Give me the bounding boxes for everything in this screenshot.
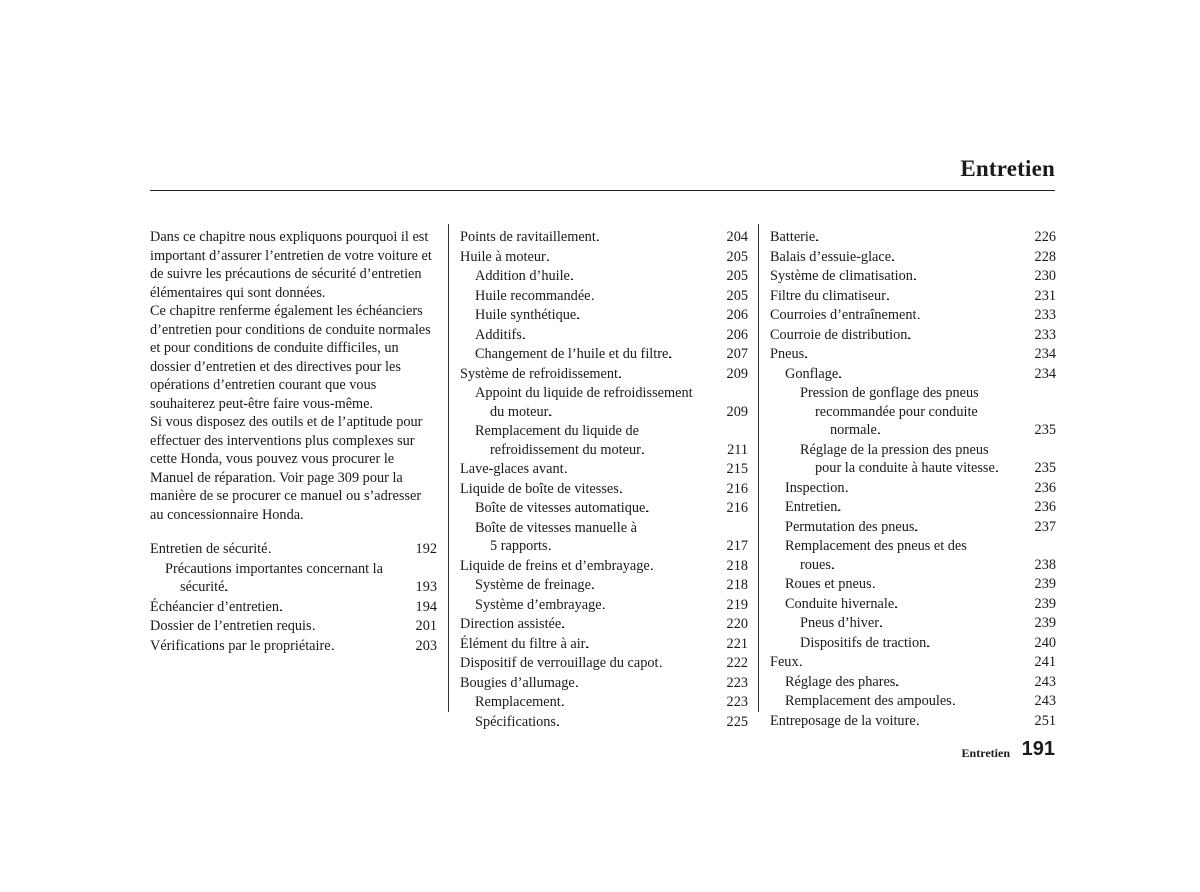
dot-leader xyxy=(571,267,726,287)
index-entry-label: Réglage des phares xyxy=(785,673,896,690)
index-entry-label: 5 rapports xyxy=(490,538,548,554)
dot-leader xyxy=(577,306,725,326)
intro-text xyxy=(150,228,437,524)
index-entry-label: Entreposage de la voiture xyxy=(770,712,916,729)
index-entry xyxy=(770,692,1056,712)
index-entry xyxy=(770,575,1056,595)
index-entry-page: 203 xyxy=(415,637,437,654)
index-entry-label: Entretien xyxy=(785,499,838,515)
dot-leader xyxy=(878,421,1034,441)
index-list-col1 xyxy=(150,540,437,656)
dot-leader xyxy=(562,693,726,713)
dot-leader xyxy=(576,674,726,694)
index-entry-label: Remplacement des ampoules xyxy=(785,693,952,709)
index-entry xyxy=(460,403,748,423)
dot-leader xyxy=(669,345,725,365)
index-list-col3 xyxy=(770,228,1056,731)
index-entry-page: 234 xyxy=(1034,365,1056,382)
dot-leader xyxy=(832,556,1034,576)
dot-leader xyxy=(562,615,725,635)
index-entry-page: 223 xyxy=(726,674,748,691)
index-entry-page: 218 xyxy=(726,577,748,593)
index-entry-page: 243 xyxy=(1034,673,1056,690)
dot-leader xyxy=(619,365,726,385)
index-entry-page: 215 xyxy=(726,461,748,477)
index-entry-label: Liquide de freins et d’embrayage xyxy=(460,557,650,574)
column-divider xyxy=(448,224,449,712)
dot-leader xyxy=(332,637,415,657)
index-entry-page: 231 xyxy=(1034,287,1056,304)
index-entry-page: 241 xyxy=(1034,654,1056,670)
index-entry xyxy=(460,441,748,461)
index-entry xyxy=(150,560,437,579)
dot-leader xyxy=(838,498,1033,518)
index-entry-page: 233 xyxy=(1034,307,1056,323)
index-entry xyxy=(770,673,1056,693)
index-entry-label: Vérifications par le propriétaire xyxy=(150,637,331,654)
index-entry-page: 205 xyxy=(726,268,748,284)
index-entry-page: 239 xyxy=(1034,595,1056,612)
index-entry-page: 204 xyxy=(726,229,748,245)
index-entry-label: Courroies d’entraînement xyxy=(770,307,917,323)
index-entry-label: Balais d’essuie-glace xyxy=(770,248,892,265)
index-entry-page: 237 xyxy=(1034,518,1056,535)
page-title: Entretien xyxy=(960,156,1055,181)
index-entry-page: 218 xyxy=(726,557,748,574)
index-entry xyxy=(770,345,1056,365)
dot-leader xyxy=(895,595,1033,615)
index-entry-label: normale xyxy=(830,422,877,438)
index-entry xyxy=(460,345,748,365)
index-entry xyxy=(770,441,1056,460)
index-entry-page: 220 xyxy=(726,616,748,632)
intro-paragraph: Si vous disposez des outils et de l’aptitude pour effectuer des interventions plus complexes sur cette Honda, vous pouvez vous procurer le Manuel de réparation. Voir page 309 pour la manière de se procurer ce manuel ou s’adresser au concessionnaire Honda. xyxy=(150,414,423,523)
dot-leader xyxy=(892,248,1033,268)
index-entry-page: 192 xyxy=(415,541,437,557)
dot-leader xyxy=(597,228,726,248)
index-entry xyxy=(460,248,748,268)
dot-leader xyxy=(549,537,726,557)
index-entry-label: Points de ravitaillement xyxy=(460,229,596,245)
index-entry-page: 238 xyxy=(1034,556,1056,573)
index-entry-label: Pneus d’hiver xyxy=(800,615,880,631)
index-entry-label: Feux xyxy=(770,654,799,670)
index-entry xyxy=(770,287,1056,307)
index-entry xyxy=(150,637,437,657)
index-entry-page: 239 xyxy=(1034,615,1056,631)
index-entry-label: Permutation des pneus xyxy=(785,518,915,535)
index-entry-label: Batterie xyxy=(770,229,816,245)
title-rule xyxy=(150,190,1055,191)
dot-leader xyxy=(887,287,1034,307)
index-entry xyxy=(770,653,1056,673)
index-entry xyxy=(460,537,748,557)
index-entry-label: Précautions importantes concernant la xyxy=(165,560,383,577)
index-entry-page: 236 xyxy=(1034,479,1056,496)
index-entry-label: Système d’embrayage xyxy=(475,596,602,613)
index-entry xyxy=(460,596,748,616)
dot-leader xyxy=(816,228,1033,248)
index-entry xyxy=(770,326,1056,346)
index-entry xyxy=(460,267,748,287)
dot-leader xyxy=(549,403,725,423)
index-entry-page: 211 xyxy=(727,441,748,458)
index-entry-label: Courroie de distribution xyxy=(770,326,908,343)
index-entry xyxy=(460,576,748,596)
footer-section-name: Entretien xyxy=(961,746,1010,760)
column-divider xyxy=(758,224,759,712)
index-entry xyxy=(770,634,1056,654)
index-entry-label: Système de refroidissement xyxy=(460,365,619,382)
index-entry xyxy=(460,693,748,713)
index-entry xyxy=(460,326,748,346)
dot-leader xyxy=(873,575,1034,595)
index-entry xyxy=(150,578,437,598)
index-entry-page: 216 xyxy=(726,480,748,497)
index-entry-label: Roues et pneus xyxy=(785,576,872,592)
index-entry-page: 239 xyxy=(1034,576,1056,592)
index-entry-page: 206 xyxy=(726,307,748,323)
index-entry-label: Système de climatisation xyxy=(770,268,913,284)
dot-leader xyxy=(908,326,1033,346)
index-entry-label: Huile synthétique xyxy=(475,307,577,323)
index-entry-label: Élément du filtre à air xyxy=(460,635,586,652)
index-entry xyxy=(770,267,1056,287)
dot-leader xyxy=(642,441,726,461)
index-entry-label: Huile à moteur xyxy=(460,248,546,265)
index-entry xyxy=(460,306,748,326)
index-entry xyxy=(460,557,748,577)
index-entry xyxy=(770,248,1056,268)
index-entry xyxy=(770,556,1056,576)
index-entry xyxy=(460,365,748,385)
dot-leader xyxy=(918,306,1034,326)
dot-leader xyxy=(225,578,414,598)
dot-leader xyxy=(927,634,1033,654)
dot-leader xyxy=(800,653,1034,673)
dot-leader xyxy=(914,267,1034,287)
index-entry xyxy=(460,480,748,500)
index-entry-page: 235 xyxy=(1034,422,1056,438)
dot-leader xyxy=(557,713,726,733)
index-entry xyxy=(150,617,437,637)
dot-leader xyxy=(603,596,726,616)
dot-leader xyxy=(646,499,725,519)
dot-leader xyxy=(917,712,1034,732)
index-entry-label: Conduite hivernale xyxy=(785,595,895,612)
index-entry-page: 228 xyxy=(1034,248,1056,265)
index-entry xyxy=(460,654,748,674)
index-entry-page: 234 xyxy=(1034,346,1056,362)
index-entry xyxy=(460,499,748,519)
dot-leader xyxy=(660,654,726,674)
dot-leader xyxy=(896,673,1033,693)
index-entry-page: 201 xyxy=(415,618,437,634)
index-entry-page: 236 xyxy=(1034,499,1056,515)
index-entry-label: Liquide de boîte de vitesses xyxy=(460,480,619,497)
index-entry-label: Additifs xyxy=(475,326,522,343)
index-entry-label: Appoint du liquide de refroidissement xyxy=(475,385,693,401)
page-number: 191 xyxy=(1021,738,1055,760)
index-entry xyxy=(770,306,1056,326)
index-entry-page: 223 xyxy=(726,694,748,710)
dot-leader xyxy=(586,635,725,655)
index-entry-label: Remplacement xyxy=(475,694,561,710)
index-entry-label: Entretien de sécurité xyxy=(150,541,268,557)
index-entry-label: Spécifications xyxy=(475,713,556,730)
dot-leader xyxy=(915,518,1033,538)
index-entry-page: 209 xyxy=(726,403,748,420)
dot-leader xyxy=(839,365,1033,385)
intro-paragraph: Dans ce chapitre nous expliquons pourquoi il est important d’assurer l’entretien de votre voiture et de suivre les précautions de sécurité d’entretien élémentaires qui sont données. xyxy=(150,229,432,301)
index-entry xyxy=(460,519,748,538)
dot-leader xyxy=(280,598,415,618)
index-entry xyxy=(150,598,437,618)
dot-leader xyxy=(592,576,726,596)
dot-leader xyxy=(523,326,726,346)
index-entry-page: 219 xyxy=(726,596,748,613)
index-entry xyxy=(770,228,1056,248)
index-entry-label: Filtre du climatiseur xyxy=(770,287,886,304)
index-entry-label: Boîte de vitesses manuelle à xyxy=(475,519,637,536)
dot-leader xyxy=(565,460,726,480)
index-entry xyxy=(150,540,437,560)
index-entry-page: 207 xyxy=(726,346,748,362)
index-entry-page: 243 xyxy=(1034,693,1056,709)
index-entry-page: 222 xyxy=(726,655,748,671)
index-entry xyxy=(460,422,748,441)
index-entry xyxy=(770,498,1056,518)
index-entry-label: roues xyxy=(800,556,831,573)
index-entry-label: Changement de l’huile et du filtre xyxy=(475,346,669,362)
index-list-col2 xyxy=(460,228,748,732)
index-entry-label: Pression de gonflage des pneus xyxy=(800,385,979,401)
index-entry xyxy=(770,459,1056,479)
dot-leader xyxy=(805,345,1033,365)
index-entry-label: Lave-glaces avant xyxy=(460,461,564,477)
index-entry-label: Dossier de l’entretien requis xyxy=(150,618,312,634)
dot-leader xyxy=(880,614,1034,634)
index-entry-label: Échéancier d’entretien xyxy=(150,598,279,615)
index-entry xyxy=(770,518,1056,538)
index-entry xyxy=(460,674,748,694)
index-entry-label: pour la conduite à haute vitesse xyxy=(815,460,995,476)
index-entry-label: Boîte de vitesses automatique xyxy=(475,500,646,516)
index-entry-page: 209 xyxy=(726,365,748,382)
index-entry-page: 240 xyxy=(1034,634,1056,651)
index-entry xyxy=(770,479,1056,499)
index-entry xyxy=(770,614,1056,634)
intro-paragraph: Ce chapitre renferme également les échéanciers d’entretien pour conditions de conduite normales et pour conditions de conduite difficiles, un dossier d’entretien et des directives pour les opérations d’entretien courant que vous souhaiterez peut-être faire vous-même. xyxy=(150,303,431,412)
index-entry xyxy=(460,287,748,307)
index-entry-label: Inspection xyxy=(785,479,845,496)
index-entry xyxy=(770,365,1056,385)
index-entry-page: 235 xyxy=(1034,460,1056,476)
dot-leader xyxy=(651,557,726,577)
index-entry-label: Dispositif de verrouillage du capot xyxy=(460,655,659,671)
dot-leader xyxy=(953,692,1034,712)
index-entry-label: Pneus xyxy=(770,346,805,362)
dot-leader xyxy=(547,248,726,268)
index-entry-page: 251 xyxy=(1034,712,1056,729)
dot-leader xyxy=(620,480,726,500)
dot-leader xyxy=(269,540,415,560)
dot-leader xyxy=(313,617,415,637)
index-entry-label: Réglage de la pression des pneus xyxy=(800,441,989,458)
index-entry-label: Remplacement du liquide de xyxy=(475,423,639,439)
index-entry-page: 205 xyxy=(726,287,748,304)
index-entry-page: 226 xyxy=(1034,229,1056,245)
index-entry xyxy=(460,635,748,655)
index-entry xyxy=(770,384,1056,403)
index-entry xyxy=(770,403,1056,422)
index-entry xyxy=(460,384,748,403)
index-entry-label: Huile recommandée xyxy=(475,287,591,304)
index-entry xyxy=(460,713,748,733)
index-entry-label: Dispositifs de traction xyxy=(800,634,927,651)
index-entry-page: 205 xyxy=(726,248,748,265)
index-entry-label: Remplacement des pneus et des xyxy=(785,538,967,554)
index-entry xyxy=(770,595,1056,615)
index-entry-label: Bougies d’allumage xyxy=(460,674,575,691)
index-entry-page: 217 xyxy=(726,538,748,554)
index-entry-page: 216 xyxy=(726,500,748,516)
dot-leader xyxy=(996,459,1034,479)
index-entry-label: Gonflage xyxy=(785,365,839,382)
index-entry xyxy=(460,460,748,480)
index-entry-label: Direction assistée xyxy=(460,616,562,632)
dot-leader xyxy=(592,287,726,307)
index-entry xyxy=(770,712,1056,732)
index-entry-label: refroidissement du moteur xyxy=(490,441,641,458)
index-entry-page: 193 xyxy=(415,579,437,595)
index-entry xyxy=(460,228,748,248)
index-entry-page: 230 xyxy=(1034,268,1056,284)
index-entry-label: du moteur xyxy=(490,403,549,420)
index-entry-label: sécurité xyxy=(180,579,225,595)
index-entry-page: 221 xyxy=(726,635,748,652)
index-entry-page: 206 xyxy=(726,326,748,343)
dot-leader xyxy=(846,479,1034,499)
index-entry-label: recommandée pour conduite xyxy=(815,403,978,420)
index-entry-page: 233 xyxy=(1034,326,1056,343)
left-column xyxy=(150,228,437,656)
index-entry xyxy=(460,615,748,635)
index-entry-label: Système de freinage xyxy=(475,577,591,593)
index-entry xyxy=(770,421,1056,441)
index-entry-page: 194 xyxy=(415,598,437,615)
index-entry xyxy=(770,537,1056,556)
index-entry-label: Addition d’huile xyxy=(475,268,570,284)
index-entry-page: 225 xyxy=(726,713,748,730)
